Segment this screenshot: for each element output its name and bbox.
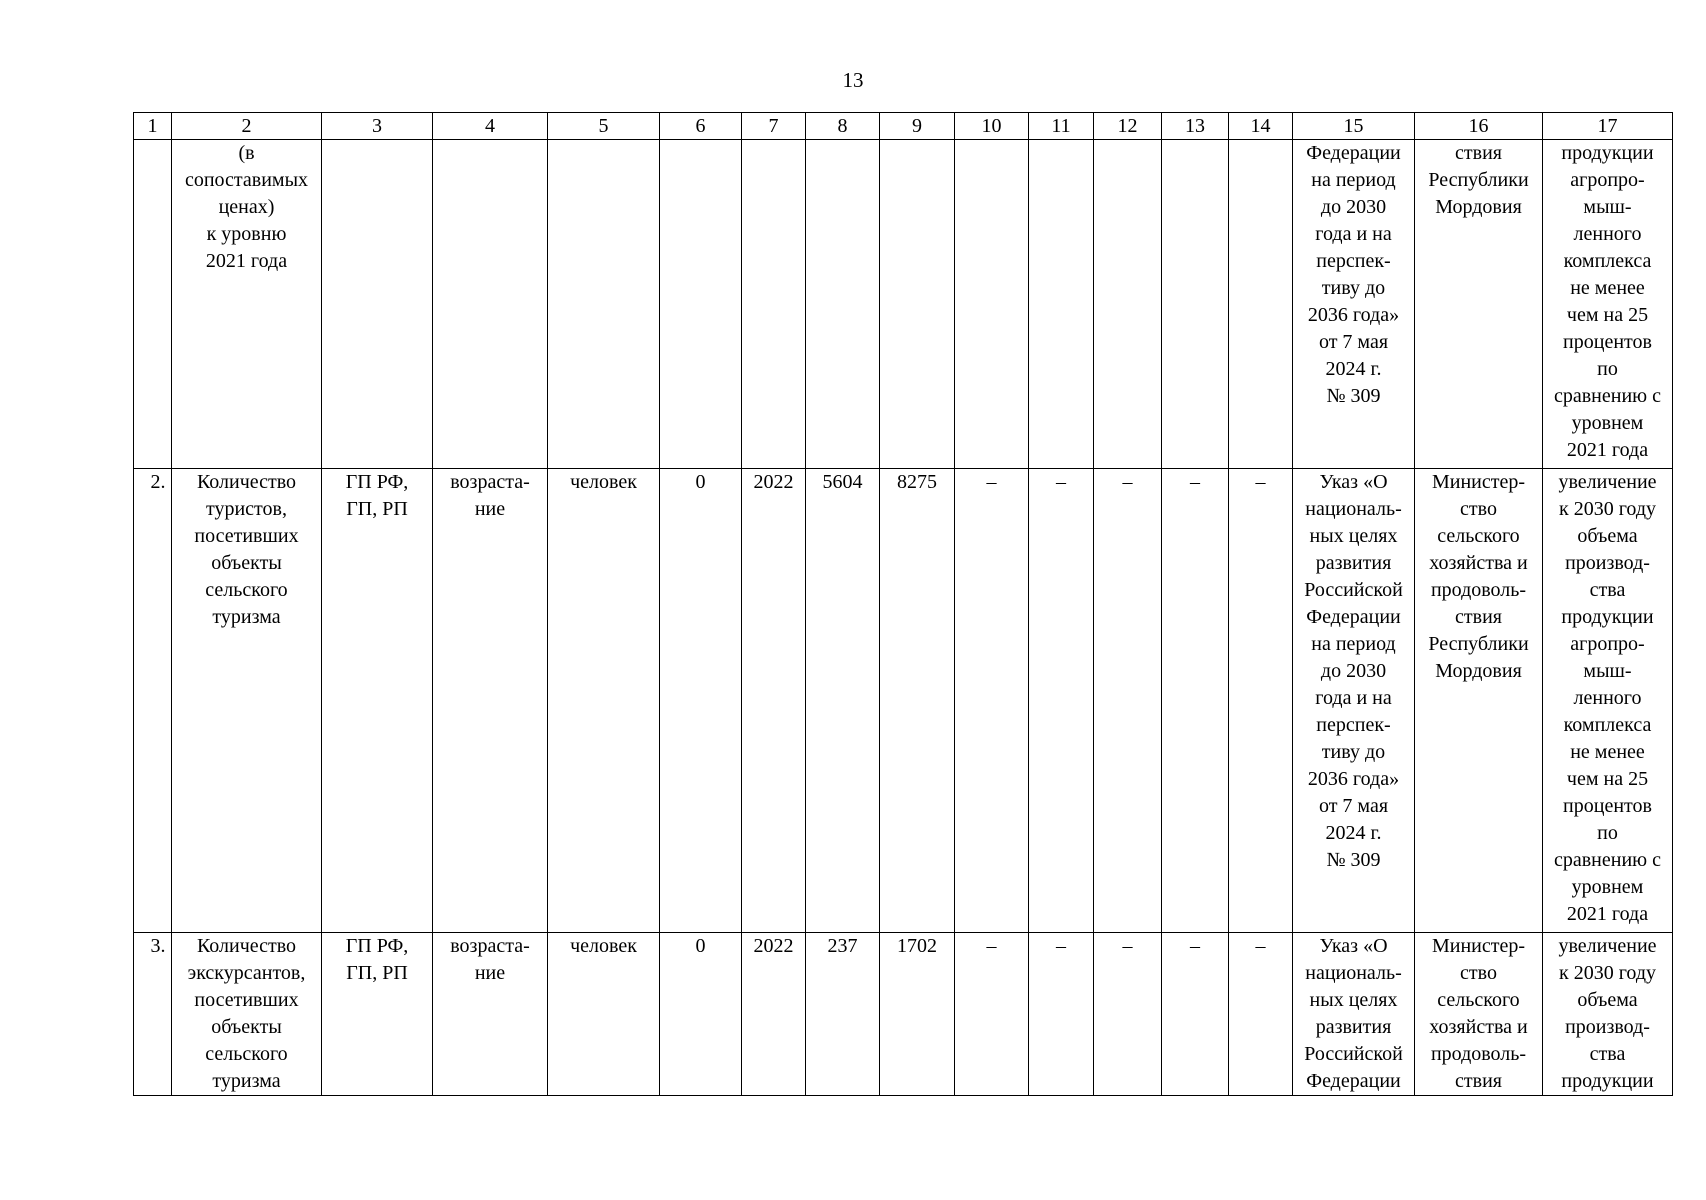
cell-text-line: мыш-: [1583, 196, 1632, 218]
table-cell-col-17: [1543, 469, 1673, 933]
cell-text-line: националь-: [1305, 962, 1402, 984]
table-cell-col-3: [322, 933, 433, 1096]
cell-text-line: –: [1122, 471, 1133, 493]
column-number-4: 4: [433, 113, 548, 140]
table-cell-col-3: [322, 469, 433, 933]
cell-text-line: ство: [1460, 498, 1497, 520]
cell-text-line: комплекса: [1563, 714, 1652, 736]
cell-text-line: 3.: [150, 935, 166, 957]
table-cell-col-13: [1162, 140, 1229, 469]
column-number-1: 1: [134, 113, 172, 140]
cell-text-line: комплекса: [1563, 250, 1652, 272]
column-number-17: 17: [1543, 113, 1673, 140]
cell-text-line: 2021 года: [205, 250, 288, 272]
cell-text-line: сельского: [1437, 989, 1520, 1011]
cell-text-line: года и на: [1315, 223, 1392, 245]
cell-text-line: 2024 г.: [1325, 822, 1382, 844]
cell-text-line: продукции: [1561, 1070, 1654, 1092]
table-cell-col-15: [1293, 140, 1415, 469]
cell-text-line: Федерации: [1306, 606, 1401, 628]
cell-text-line: ГП РФ,: [345, 471, 409, 493]
table-cell-col-8: [806, 469, 880, 933]
cell-text-line: возраста-: [450, 471, 530, 493]
table-cell-col-4: [433, 140, 548, 469]
cell-text-line: –: [1255, 471, 1266, 493]
table-cell-col-8: [806, 140, 880, 469]
cell-text-line: ГП РФ,: [345, 935, 409, 957]
cell-text-line: к 2030 году: [1558, 498, 1657, 520]
cell-text-line: ценах): [218, 196, 275, 218]
cell-text-line: к уровню: [206, 223, 287, 245]
cell-text-line: ствия: [1455, 1070, 1502, 1092]
table-cell-col-6: [660, 469, 742, 933]
cell-text-line: Федерации: [1306, 142, 1401, 164]
table-cell-col-11: [1029, 933, 1094, 1096]
cell-text-line: –: [1056, 935, 1066, 957]
column-number-3: 3: [322, 113, 433, 140]
cell-text-line: по: [1597, 358, 1618, 380]
cell-text-line: хозяйства и: [1429, 1016, 1528, 1038]
cell-text-line: 2036 года»: [1307, 768, 1400, 790]
table-cell-col-9: [880, 469, 955, 933]
column-number-12: 12: [1094, 113, 1162, 140]
cell-text-line: продоволь-: [1430, 1043, 1527, 1065]
cell-text-line: ство: [1460, 962, 1497, 984]
cell-text-line: Министер-: [1431, 935, 1526, 957]
table-cell-col-10: [955, 140, 1029, 469]
table-cell-col-2: [172, 140, 322, 469]
table-cell-col-1: [134, 933, 172, 1096]
cell-text-line: объекты: [211, 552, 282, 574]
table-cell-col-7: [742, 933, 806, 1096]
cell-text-line: –: [1122, 935, 1133, 957]
cell-text-line: чем на 25: [1566, 304, 1649, 326]
cell-text-line: продоволь-: [1430, 579, 1527, 601]
page-number: 13: [842, 68, 864, 92]
cell-text-line: по: [1597, 822, 1618, 844]
cell-text-line: 0: [695, 471, 706, 493]
cell-text-line: ние: [474, 962, 506, 984]
table-cell-col-3: [322, 140, 433, 469]
cell-text-line: увеличение: [1558, 935, 1657, 957]
cell-text-line: сравнению с: [1553, 849, 1661, 871]
cell-text-line: года и на: [1315, 687, 1392, 709]
cell-text-line: Мордовия: [1435, 196, 1522, 218]
cell-text-line: тиву до: [1321, 277, 1386, 299]
column-number-6: 6: [660, 113, 742, 140]
cell-text-line: сельского: [1437, 525, 1520, 547]
cell-text-line: мыш-: [1583, 660, 1632, 682]
cell-text-line: до 2030: [1320, 660, 1387, 682]
cell-text-line: Российской: [1304, 1043, 1403, 1065]
cell-text-line: перспек-: [1316, 714, 1391, 736]
cell-text-line: до 2030: [1320, 196, 1387, 218]
cell-text-line: посетивших: [194, 525, 299, 547]
cell-text-line: Количество: [196, 935, 297, 957]
cell-text-line: развития: [1315, 552, 1392, 574]
column-number-2: 2: [172, 113, 322, 140]
cell-text-line: ленного: [1573, 687, 1642, 709]
table-cell-col-4: [433, 469, 548, 933]
cell-text-line: человек: [570, 471, 637, 493]
cell-text-line: ГП, РП: [346, 962, 408, 984]
cell-text-line: 0: [695, 935, 706, 957]
cell-text-line: туристов,: [206, 498, 287, 520]
cell-text-line: агропро-: [1570, 169, 1645, 191]
column-number-13: 13: [1162, 113, 1229, 140]
table-cell-col-7: [742, 140, 806, 469]
cell-text-line: ства: [1589, 579, 1626, 601]
cell-text-line: экскурсантов,: [187, 962, 306, 984]
table-row: [134, 469, 1673, 933]
cell-text-line: производ-: [1565, 552, 1650, 574]
table-cell-col-12: [1094, 933, 1162, 1096]
cell-text-line: 237: [827, 935, 858, 957]
cell-text-line: от 7 мая: [1318, 331, 1389, 353]
cell-text-line: 2021 года: [1566, 903, 1649, 925]
table-cell-col-16: [1415, 140, 1543, 469]
cell-text-line: ленного: [1573, 223, 1642, 245]
cell-text-line: Количество: [196, 471, 297, 493]
cell-text-line: процентов: [1563, 331, 1652, 353]
cell-text-line: 2022: [753, 471, 794, 493]
cell-text-line: –: [986, 471, 997, 493]
cell-text-line: на период: [1311, 633, 1396, 655]
cell-text-line: (в: [238, 142, 255, 164]
table-cell-col-10: [955, 469, 1029, 933]
cell-text-line: производ-: [1565, 1016, 1650, 1038]
table-cell-col-1: [134, 469, 172, 933]
table-cell-col-10: [955, 933, 1029, 1096]
table-cell-col-14: [1229, 469, 1293, 933]
cell-text-line: Федерации: [1306, 1070, 1401, 1092]
table-cell-col-16: [1415, 469, 1543, 933]
table-cell-col-9: [880, 933, 955, 1096]
table-cell-col-16: [1415, 933, 1543, 1096]
cell-text-line: № 309: [1326, 385, 1381, 407]
cell-text-line: 8275: [897, 471, 937, 493]
cell-text-line: сельского: [205, 1043, 288, 1065]
cell-text-line: 2021 года: [1566, 439, 1649, 461]
cell-text-line: туризма: [212, 606, 281, 628]
table-cell-col-11: [1029, 469, 1094, 933]
cell-text-line: человек: [570, 935, 637, 957]
cell-text-line: увеличение: [1558, 471, 1657, 493]
cell-text-line: от 7 мая: [1318, 795, 1389, 817]
cell-text-line: объема: [1577, 525, 1638, 547]
table-cell-col-6: [660, 140, 742, 469]
cell-text-line: уровнем: [1571, 412, 1644, 434]
cell-text-line: –: [1190, 471, 1200, 493]
table-cell-col-15: [1293, 469, 1415, 933]
table-cell-col-5: [548, 140, 660, 469]
cell-text-line: на период: [1311, 169, 1396, 191]
cell-text-line: сельского: [205, 579, 288, 601]
table-cell-col-11: [1029, 140, 1094, 469]
cell-text-line: объема: [1577, 989, 1638, 1011]
table-cell-col-6: [660, 933, 742, 1096]
cell-text-line: агропро-: [1570, 633, 1645, 655]
cell-text-line: 1702: [897, 935, 937, 957]
cell-text-line: не менее: [1570, 277, 1645, 299]
cell-text-line: 2.: [150, 471, 166, 493]
cell-text-line: 5604: [822, 471, 863, 493]
cell-text-line: № 309: [1326, 849, 1381, 871]
column-number-14: 14: [1229, 113, 1293, 140]
table-row: [134, 933, 1673, 1096]
cell-text-line: Республики: [1428, 633, 1529, 655]
cell-text-line: ние: [474, 498, 506, 520]
table-cell-col-14: [1229, 140, 1293, 469]
table-cell-col-1: [134, 140, 172, 469]
cell-text-line: туризма: [212, 1070, 281, 1092]
column-number-7: 7: [742, 113, 806, 140]
cell-text-line: продукции: [1561, 142, 1654, 164]
table-cell-col-2: [172, 933, 322, 1096]
cell-text-line: уровнем: [1571, 876, 1644, 898]
column-number-8: 8: [806, 113, 880, 140]
cell-text-line: развития: [1315, 1016, 1392, 1038]
column-number-9: 9: [880, 113, 955, 140]
table-cell-col-9: [880, 140, 955, 469]
table-row: [134, 140, 1673, 469]
cell-text-line: Указ «О: [1319, 935, 1388, 957]
table-cell-col-15: [1293, 933, 1415, 1096]
table-cell-col-2: [172, 469, 322, 933]
column-number-16: 16: [1415, 113, 1543, 140]
cell-text-line: Мордовия: [1435, 660, 1522, 682]
table-cell-col-14: [1229, 933, 1293, 1096]
column-number-10: 10: [955, 113, 1029, 140]
table-cell-col-12: [1094, 469, 1162, 933]
column-number-15: 15: [1293, 113, 1415, 140]
cell-text-line: 2036 года»: [1307, 304, 1400, 326]
cell-text-line: Российской: [1304, 579, 1403, 601]
column-number-row: [134, 113, 1673, 140]
cell-text-line: процентов: [1563, 795, 1652, 817]
cell-text-line: –: [986, 935, 997, 957]
cell-text-line: объекты: [211, 1016, 282, 1038]
cell-text-line: 2024 г.: [1325, 358, 1382, 380]
cell-text-line: ствия: [1455, 606, 1502, 628]
table-cell-col-4: [433, 933, 548, 1096]
cell-text-line: возраста-: [450, 935, 530, 957]
cell-text-line: ствия: [1455, 142, 1502, 164]
cell-text-line: посетивших: [194, 989, 299, 1011]
indicators-table: [133, 112, 1673, 1096]
cell-text-line: ных целях: [1309, 989, 1398, 1011]
cell-text-line: хозяйства и: [1429, 552, 1528, 574]
cell-text-line: чем на 25: [1566, 768, 1649, 790]
cell-text-line: перспек-: [1316, 250, 1391, 272]
cell-text-line: националь-: [1305, 498, 1402, 520]
table-cell-col-8: [806, 933, 880, 1096]
cell-text-line: –: [1190, 935, 1200, 957]
table-cell-col-5: [548, 933, 660, 1096]
cell-text-line: Указ «О: [1319, 471, 1388, 493]
cell-text-line: сравнению с: [1553, 385, 1661, 407]
table-cell-col-17: [1543, 140, 1673, 469]
cell-text-line: к 2030 году: [1558, 962, 1657, 984]
table-cell-col-17: [1543, 933, 1673, 1096]
cell-text-line: продукции: [1561, 606, 1654, 628]
table-cell-col-13: [1162, 469, 1229, 933]
cell-text-line: –: [1056, 471, 1066, 493]
cell-text-line: 2022: [753, 935, 794, 957]
cell-text-line: ГП, РП: [346, 498, 408, 520]
table-cell-col-7: [742, 469, 806, 933]
cell-text-line: ства: [1589, 1043, 1626, 1065]
cell-text-line: Министер-: [1431, 471, 1526, 493]
cell-text-line: не менее: [1570, 741, 1645, 763]
cell-text-line: ных целях: [1309, 525, 1398, 547]
cell-text-line: сопоставимых: [184, 169, 309, 191]
cell-text-line: Республики: [1428, 169, 1529, 191]
cell-text-line: –: [1255, 935, 1266, 957]
column-number-11: 11: [1029, 113, 1094, 140]
table-cell-col-13: [1162, 933, 1229, 1096]
table-cell-col-5: [548, 469, 660, 933]
column-number-5: 5: [548, 113, 660, 140]
cell-text-line: тиву до: [1321, 741, 1386, 763]
table-cell-col-12: [1094, 140, 1162, 469]
